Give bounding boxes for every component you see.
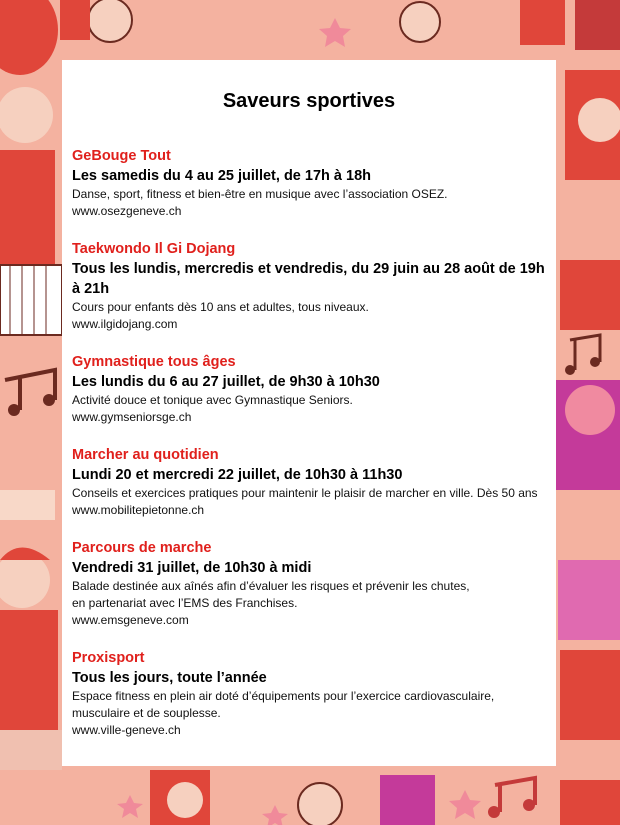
event-name: Parcours de marche xyxy=(72,540,212,556)
event-schedule: Vendredi 31 juillet, de 10h30 à midi xyxy=(72,560,312,576)
event-item xyxy=(72,147,546,220)
event-description: en partenariat avec l’EMS des Franchises. xyxy=(72,596,298,610)
event-item xyxy=(72,353,546,426)
event-description: Activité douce et tonique avec Gymnastique Seniors. xyxy=(72,393,353,407)
event-website: www.mobilitepietonne.ch xyxy=(72,503,205,517)
event-website: www.emsgeneve.com xyxy=(72,613,189,627)
event-name: Gymnastique tous âges xyxy=(72,354,236,370)
event-item xyxy=(72,240,546,333)
event-description: Espace fitness en plein air doté d’équipements pour l’exercice cardiovasculaire, xyxy=(72,689,495,703)
event-schedule: Les samedis du 4 au 25 juillet, de 17h à 18h xyxy=(72,168,371,184)
event-website: www.gymseniorsge.ch xyxy=(72,410,192,424)
event-website: www.ilgidojang.com xyxy=(72,317,178,331)
event-name: Taekwondo Il Gi Dojang xyxy=(72,241,236,257)
program-card xyxy=(62,60,556,766)
event-schedule: Les lundis du 6 au 27 juillet, de 9h30 à 10h30 xyxy=(72,374,380,390)
event-name: Marcher au quotidien xyxy=(72,447,219,463)
event-website: www.osezgeneve.ch xyxy=(72,204,182,218)
event-schedule: Tous les jours, toute l’année xyxy=(72,670,267,686)
page-title: Saveurs sportives xyxy=(222,90,396,112)
event-description: Cours pour enfants dès 10 ans et adultes, tous niveaux. xyxy=(72,300,369,314)
event-schedule: Tous les lundis, mercredis et vendredis, du 29 juin au 28 août de 19h à 21h xyxy=(72,261,545,297)
event-item xyxy=(72,539,546,629)
event-description: Danse, sport, fitness et bien-être en musique avec l’association OSEZ. xyxy=(72,187,448,201)
event-schedule: Lundi 20 et mercredi 22 juillet, de 10h30 à 11h30 xyxy=(72,467,403,483)
event-website: www.ville-geneve.ch xyxy=(72,723,181,737)
event-description: Conseils et exercices pratiques pour maintenir le plaisir de marcher en ville. Dès 50 ans xyxy=(72,486,538,500)
event-description: Balade destinée aux aînés afin d’évaluer les risques et prévenir les chutes, xyxy=(72,579,470,593)
event-name: Proxisport xyxy=(72,650,145,666)
event-item xyxy=(72,649,546,739)
event-name: GeBouge Tout xyxy=(72,148,171,164)
event-item xyxy=(72,446,546,519)
event-description: musculaire et de souplesse. xyxy=(72,706,221,720)
